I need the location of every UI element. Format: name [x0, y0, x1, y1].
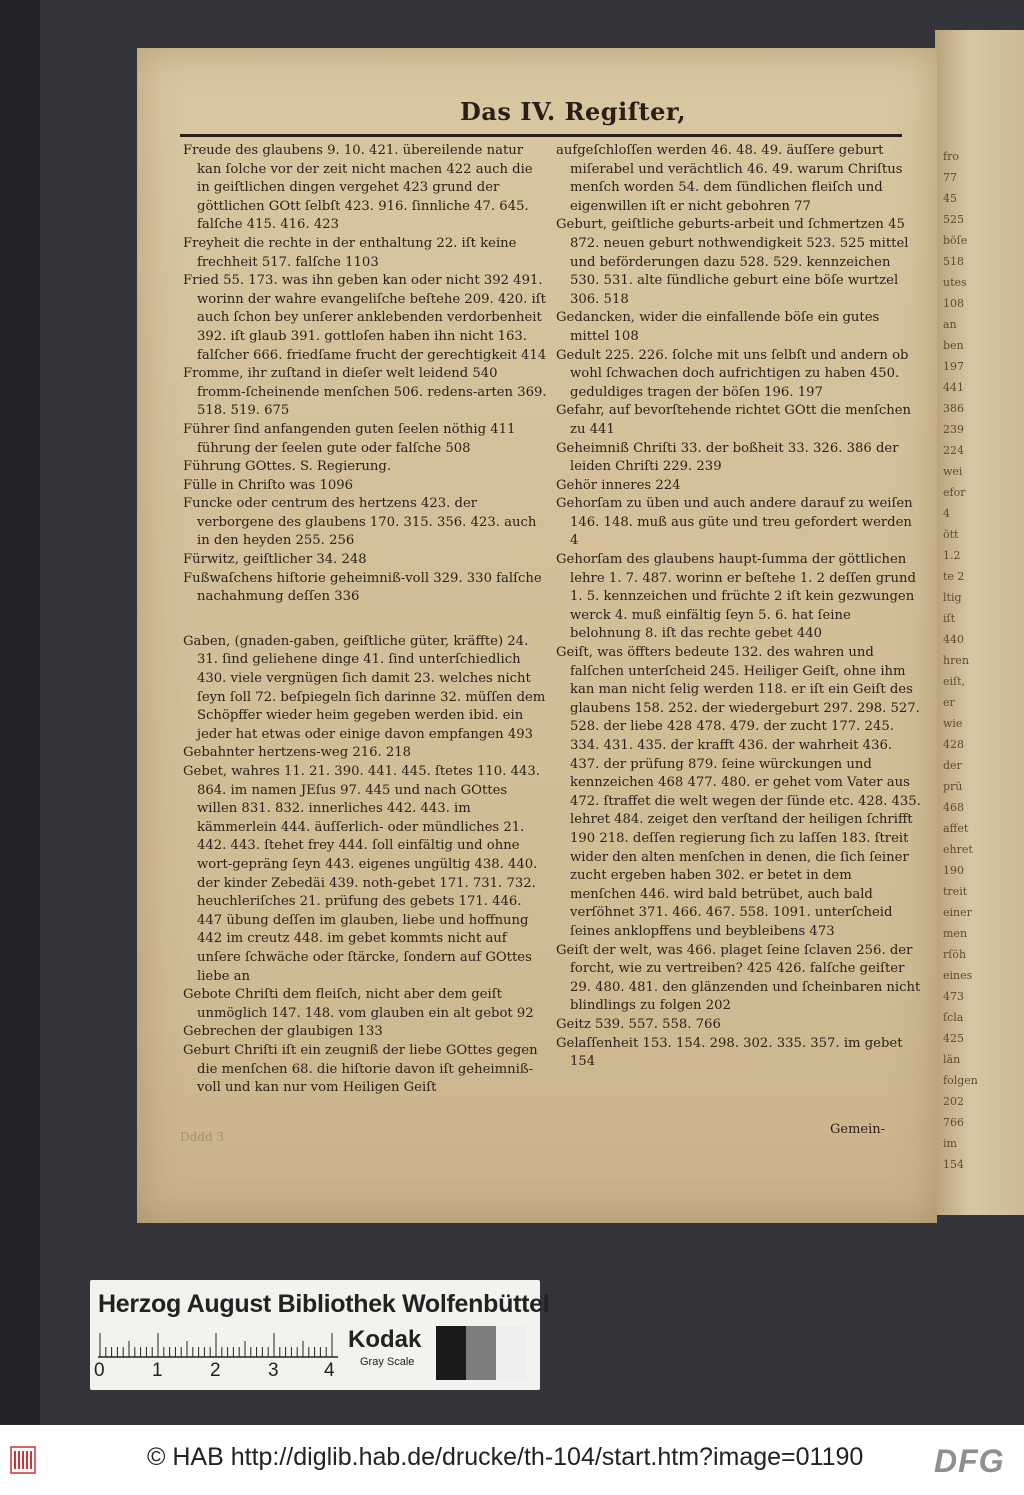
register-entry: Freude des glaubens 9. 10. 421. übereilende natur kan ſolche vor der zeit nicht machen 422 auch die in geiſtlichen dingen vergehet 423 grund der göttlichen GOtt ſelbſt 423. 916. ſinnliche 47. 645. falſche 415. 416. 423 [183, 143, 533, 233]
register-entry: Fürwitz, geiſtlicher 34. 248 [183, 552, 367, 568]
ruler-scale [98, 1330, 338, 1358]
hab-logo-icon [10, 1445, 36, 1475]
adjacent-page-fragment: utes [943, 276, 967, 289]
header-rule [180, 134, 902, 137]
adjacent-page-fragment: 239 [943, 423, 964, 436]
adjacent-page-fragment: 525 [943, 213, 964, 226]
adjacent-page-fragment: 440 [943, 633, 964, 646]
register-entry: Gedult 225. 226. ſolche mit uns ſelbſt und andern ob wohl ſchwachen doch aufrichtigen zu haben 450. geduldiges tragen der böſen 196. 197 [556, 347, 909, 400]
adjacent-page-fragment: ſcla [943, 1011, 964, 1024]
adjacent-page-fragment: 441 [943, 381, 964, 394]
adjacent-page-fragment: 425 [943, 1032, 964, 1045]
register-entry: Funcke oder centrum des hertzens 423. der verborgene des glaubens 170. 315. 356. 423. auch in den heyden 255. 256 [183, 496, 537, 549]
register-entry: Gedancken, wider die einfallende böſe ein gutes mittel 108 [556, 310, 880, 344]
register-entry: Gebahnter hertzens-weg 216. 218 [183, 745, 412, 761]
register-entry: Gelaſſenheit 153. 154. 298. 302. 335. 357. im gebet 154 [556, 1035, 903, 1070]
adjacent-page-fragment: eiſt, [943, 675, 966, 688]
adjacent-page-fragment: treit [943, 885, 968, 898]
ruler-number: 4 [324, 1360, 335, 1381]
adjacent-page-fragment: hren [943, 654, 969, 667]
ruler-number: 2 [210, 1360, 221, 1381]
copyright-link[interactable]: © HAB http://diglib.hab.de/drucke/th-104/start.htm?image=01190 [147, 1443, 864, 1471]
dfg-logo: DFG [934, 1443, 1005, 1479]
register-entry: Geburt Chriſti iſt ein zeugniß der liebe GOttes gegen die menſchen 68. die hiſtorie davon iſt geheimniß-voll und kan nur vom Heiligen Geiſt [183, 1042, 538, 1096]
adjacent-page-fragment: ött [943, 528, 959, 541]
adjacent-page-fragment: böſe [943, 234, 968, 247]
register-entry: Geiſt der welt, was 466. plaget ſeine ſclaven 256. der forcht, wie zu vertreiben? 425 426. falſche geiſter 29. 480. 481. den glänzenden und ſcheinbaren nicht blindlings zu folgen 202 [556, 942, 921, 1014]
adjacent-page-fragment: 202 [943, 1095, 964, 1108]
institution-name: Herzog August Bibliothek Wolfenbüttel [98, 1290, 550, 1318]
gray-scale-label: Gray Scale [360, 1356, 415, 1368]
register-entry: Fußwaſchens hiſtorie geheimniß-voll 329. 330 falſche nachahmung deſſen 336 [183, 570, 542, 605]
adjacent-page-fragment: 77 [943, 171, 957, 184]
adjacent-page-fragment: im [943, 1137, 957, 1150]
adjacent-page-fragment: te 2 [943, 570, 965, 583]
adjacent-page-fragment: rſöh [943, 948, 967, 961]
adjacent-page-fragment: 1.2 [943, 549, 961, 562]
register-entry: Führung GOttes. S. Regierung. [183, 459, 392, 475]
register-entry: Fülle in Chriſto was 1096 [183, 477, 354, 493]
adjacent-page-fragment: 4 [943, 507, 950, 520]
adjacent-page-fragment: 224 [943, 444, 964, 457]
scan-background-left [0, 0, 40, 1425]
register-entry: Führer ſind anfangenden guten ſeelen nöthig 411 führung der ſeelen gute oder falſche 508 [183, 421, 516, 456]
register-entry: Geheimniß Chriſti 33. der boßheit 33. 326. 386 der leiden Chriſti 229. 239 [556, 440, 899, 475]
adjacent-page-fragment: affet [943, 822, 969, 835]
adjacent-page-fragment: fro [943, 150, 959, 163]
catchword: Gemein- [830, 1122, 886, 1137]
gray-patch-mid [466, 1326, 496, 1380]
register-entry: Gehör inneres 224 [556, 477, 681, 493]
register-entry: Geiſt, was öffters bedeute 132. des wahren und falſchen unterſcheid 245. Heiliger Geiſt, ohne ihm kan man nicht ſelig werden 118. er iſt ein Geiſt des glaubens 158. 252. der wiedergeburt 297. 298. 527. 528. der liebe 428 478. 479. der zucht 177. 245. 334. 431. 435. der krafft 436. der wahrheit 436. 437. der prüfung 879. ſeine würckungen und kennzeichen 468 477. 480. er gehet vom Vater aus 472. ſtraffet die welt wegen der ſünde etc. 428. 435. lehret 484. zeiget den verſtand der heiligen ſchrifft 190 218. deſſen regierung ſich zu laſſen 183. ſtreit wider den alten menſchen in denen, die ſich ſeiner zucht ergeben haben 302. er betet in dem menſchen 446. wird bald betrübet, auch bald verſöhnet 371. 466. 467. 558. 1091. unterſcheid ſeines anklopffens und beybleibens 473 [556, 645, 921, 939]
register-entry: Freyheit die rechte in der enthaltung 22. iſt keine frechheit 517. falſche 1103 [183, 235, 517, 270]
ruler-number: 3 [268, 1360, 279, 1381]
adjacent-page-fragment: prü [943, 780, 963, 793]
viewer-footer [0, 1425, 1024, 1495]
register-entry: Fried 55. 173. was ihn geben kan oder nicht 392 491. worinn der wahre evangeliſche beſtehe 209. 420. iſt auch ſchon bey unſerer anklebenden verdorbenheit 392. iſt glaub 391. gottloſen haben ihn nicht 163. falſcher 666. friedſame frucht der gerechtigkeit 414 [183, 273, 547, 363]
adjacent-page-fragment: er [943, 696, 955, 709]
adjacent-page-fragment: men [943, 927, 968, 940]
adjacent-page-fragment: wie [943, 717, 963, 730]
adjacent-page-fragment: län [943, 1053, 961, 1066]
adjacent-page-edge [935, 30, 1024, 1215]
adjacent-page-fragment: efor [943, 486, 966, 499]
adjacent-page-fragment: 428 [943, 738, 964, 751]
register-entry: Geitz 539. 557. 558. 766 [556, 1016, 721, 1032]
left-column [183, 142, 548, 1098]
register-entry: Gebote Chriſti dem fleiſch, nicht aber dem geiſt unmöglich 147. 148. vom glauben ein alt gebot 92 [183, 987, 534, 1021]
adjacent-page-fragment: 468 [943, 801, 964, 814]
adjacent-page-fragment: 766 [943, 1116, 964, 1129]
adjacent-page-fragment: 386 [943, 402, 964, 415]
register-entry: Fromme, ihr zuſtand in dieſer welt leidend 540 fromm-ſcheinende menſchen 506. redens-arten 369. 518. 519. 675 [183, 366, 547, 419]
register-entry: Gaben, (gnaden-gaben, geiſtliche güter, kräffte) 24. 31. ſind geliehene dinge 41. ſind unterſchiedlich 430. viele vergnügen ſich damit 23. welches nicht ſeyn ſoll 72. beſpiegeln ſich darinne 32. müſſen dem Schöpffer wieder heim gegeben werden ibid. ein jeder hat etwas oder einige davon empfangen 493 [183, 633, 546, 742]
adjacent-page-fragment: 154 [943, 1158, 964, 1171]
register-entry: Gebet, wahres 11. 21. 390. 441. 445. ſtetes 110. 443. 864. im namen JEſus 97. 445 und nach GOttes willen 831. 832. innerliches 442. 443. im kämmerlein 444. äuſſerlich- oder mündliches 21. 442. 443. ſtehet frey 444. ſoll einfältig und ohne wort-gepräng ſeyn 443. eigenes ungültig 438. 440. der kinder Zebedäi 439. noth-gebet 171. 731. 732. heuchleriſches 21. prüfung des gebets 171. 446. 447 übung deſſen im glauben, liebe und hoffnung 442 im creutz 448. im gebet kommts nicht auf unſere ſchwäche oder ſtärcke, ſondern auf GOttes liebe an [183, 764, 540, 984]
signature-mark: Dddd 3 [180, 1130, 225, 1144]
adjacent-page-fragment: eines [943, 969, 973, 982]
adjacent-page-fragment: 518 [943, 255, 964, 268]
adjacent-page-fragment: ltig [943, 591, 962, 604]
adjacent-page-fragment: an [943, 318, 957, 331]
adjacent-page-fragment: ehret [943, 843, 973, 856]
adjacent-page-fragment: ben [943, 339, 964, 352]
gray-patch-light [496, 1326, 526, 1380]
right-column [556, 142, 921, 1072]
register-entry: Gehorſam des glaubens haupt-ſumma der göttlichen lehre 1. 7. 487. worinn er beſtehe 1. 2 deſſen grund 1. 5. kennzeichen und früchte 2 iſt kein gezwungen werck 4. muß einfältig ſeyn 5. 6. hat ſeine belohnung 8. iſt das rechte gebet 440 [556, 552, 916, 642]
adjacent-page-fragment: 45 [943, 192, 957, 205]
adjacent-page-fragment: 197 [943, 360, 964, 373]
adjacent-page-fragment: der [943, 759, 962, 772]
adjacent-page-fragment: einer [943, 906, 972, 919]
ruler-number: 1 [152, 1360, 163, 1381]
adjacent-page-fragment: folgen [943, 1074, 978, 1087]
adjacent-page-fragment: wei [943, 465, 963, 478]
adjacent-page-fragment: 108 [943, 297, 964, 310]
ruler-number: 0 [94, 1360, 105, 1381]
color-calibration-strip [90, 1280, 550, 1390]
kodak-logo: Kodak [348, 1326, 422, 1353]
register-entry: Gefahr, auf bevorſtehende richtet GOtt die menſchen zu 441 [556, 403, 912, 437]
register-entry: Gebrechen der glaubigen 133 [183, 1024, 383, 1040]
running-head: Das IV. Regiſter, [460, 97, 687, 126]
register-entry: Gehorſam zu üben und auch andere darauf zu weiſen 146. 148. muß aus güte und treu gefordert werden 4 [556, 496, 913, 549]
register-entry: aufgeſchloſſen werden 46. 48. 49. äuſſere geburt miſerabel und verächtlich 46. 49. warum Chriſtus menſch worden 54. dem ſündlichen fleiſch und eigenwillen iſt er nicht gebohren 77 [556, 143, 903, 214]
adjacent-page-fragment: iſt [943, 612, 956, 625]
gray-patch-dark [436, 1326, 466, 1380]
register-entry: Geburt, geiſtliche geburts-arbeit und ſchmertzen 45 872. neuen geburt nothwendigkeit 523. 525 mittel und beförderungen dazu 528. 529. kennzeichen 530. 531. alte ſündliche geburt eine böſe wurtzel 306. 518 [556, 217, 909, 307]
adjacent-page-fragment: 473 [943, 990, 964, 1003]
adjacent-page-fragment: 190 [943, 864, 964, 877]
